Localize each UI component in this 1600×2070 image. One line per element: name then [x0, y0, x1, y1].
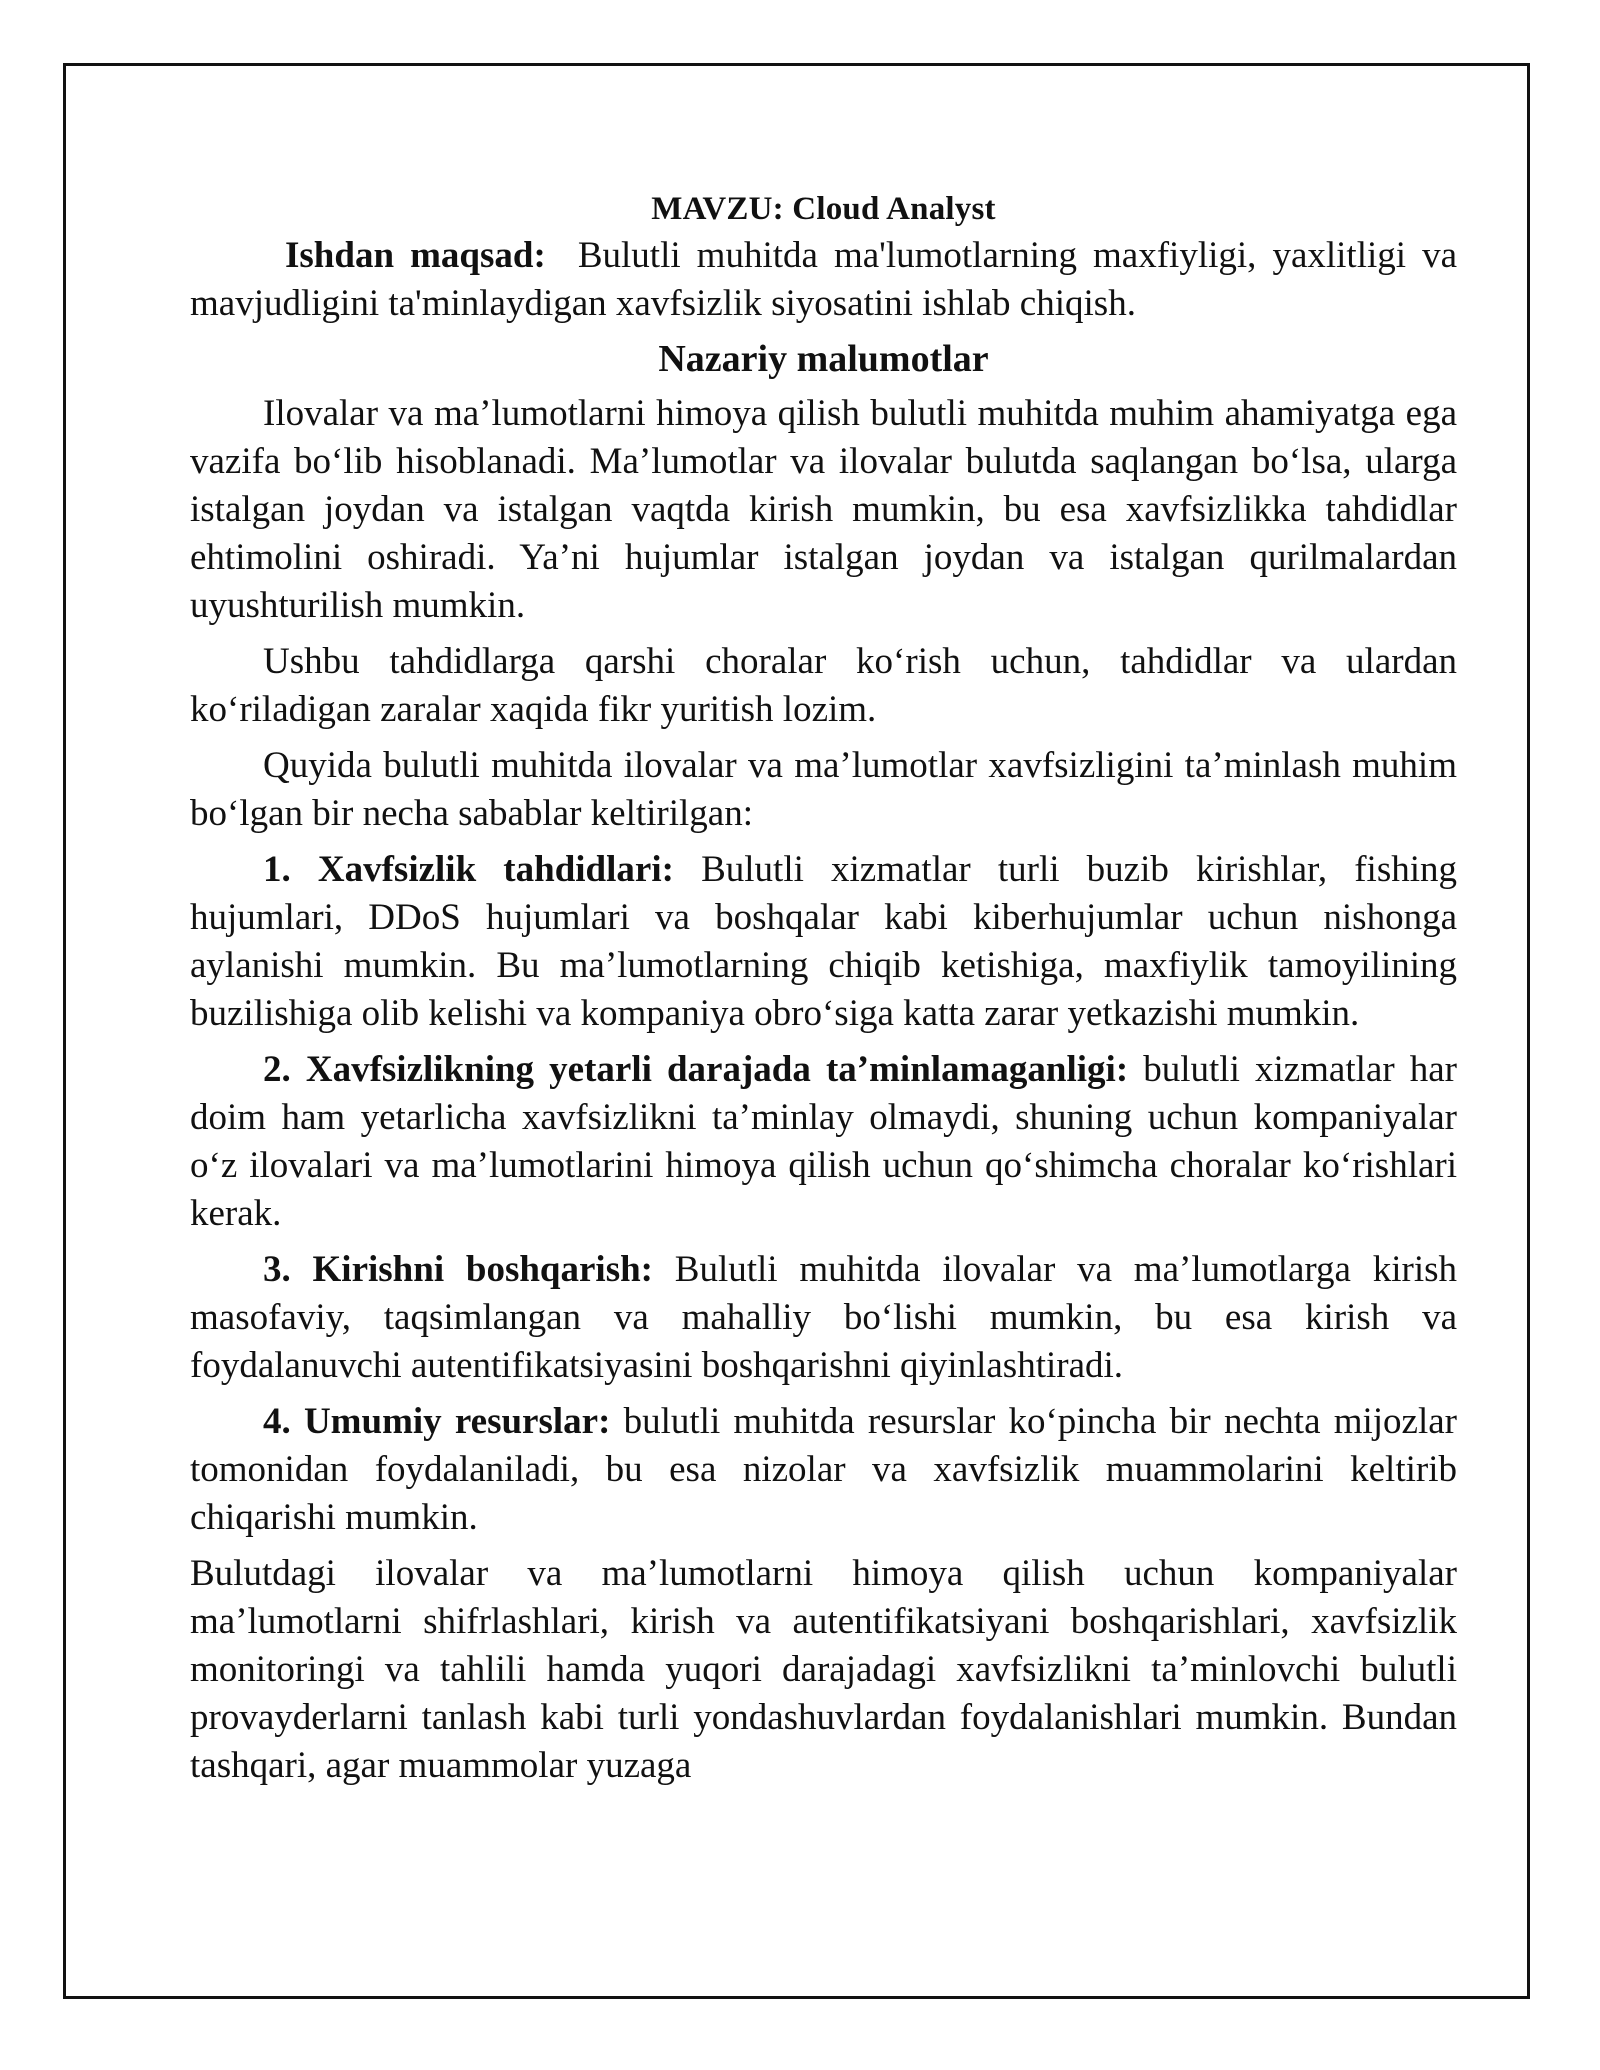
goal-paragraph [190, 232, 1457, 328]
reason-text: bulutli muhitda resurslar ko‘pincha bir nechta mijozlar tomonidan foydalaniladi, bu esa nizolar va xavfsizlik muammolarini keltirib chiqarishi mumkin. [190, 1401, 1457, 1538]
reason-item-3 [190, 1246, 1457, 1390]
document-title: MAVZU: Cloud Analyst [651, 191, 996, 227]
paragraph-2: Ushbu tahdidlarga qarshi choralar ko‘rish uchun, tahdidlar va ulardan ko‘riladigan zaralar xaqida fikr yuritish lozim. [190, 641, 1457, 730]
reason-label: 2. Xavfsizlikning yetarli darajada ta’minlamaganligi: [263, 1049, 1129, 1090]
paragraph-3: Quyida bulutli muhitda ilovalar va ma’lumotlar xavfsizligini ta’minlash muhim bo‘lgan bir necha sabablar keltirilgan: [190, 745, 1457, 834]
reason-text: Bulutli muhitda ilovalar va ma’lumotlarga kirish masofaviy, taqsimlangan va mahalliy bo‘lishi mumkin, bu esa kirish va foydalanuvchi autentifikatsiyasini boshqarishni qiyinlashtiradi. [190, 1249, 1457, 1386]
goal-text: Bulutli muhitda ma'lumotlarning maxfiyligi, yaxlitligi va mavjudligini ta'minlaydigan xavfsizlik siyosatini ishlab chiqish. [190, 235, 1457, 324]
reason-item-1 [190, 846, 1457, 1038]
goal-label: Ishdan maqsad: [285, 235, 546, 276]
paragraph-1: Ilovalar va ma’lumotlarni himoya qilish bulutli muhitda muhim ahamiyatga ega vazifa bo‘lib hisoblanadi. Ma’lumotlar va ilovalar bulutda saqlangan bo‘lsa, ularga istalgan joydan va istalgan vaqtda kirish mumkin, bu esa xavfsizlikka tahdidlar ehtimolini oshiradi. Ya’ni hujumlar istalgan joydan va istalgan qurilmalardan uyushturilish mumkin. [190, 393, 1457, 626]
reason-text: bulutli xizmatlar har doim ham yetarlicha xavfsizlikni ta’minlay olmaydi, shuning uchun kompaniyalar o‘z ilovalari va ma’lumotlarini himoya qilish uchun qo‘shimcha choralar ko‘rishlari kerak. [190, 1049, 1457, 1234]
reason-item-4 [190, 1398, 1457, 1542]
reason-text: Bulutli xizmatlar turli buzib kirishlar, fishing hujumlari, DDoS hujumlari va boshqalar kabi kiberhujumlar uchun nishonga aylanishi mumkin. Bu ma’lumotlarning chiqib ketishiga, maxfiylik tamoyilining buzilishiga olib kelishi va kompaniya obro‘siga katta zarar yetkazishi mumkin. [190, 849, 1457, 1034]
reason-label: 4. Umumiy resurslar: [263, 1401, 611, 1442]
reason-item-2 [190, 1046, 1457, 1238]
closing-paragraph: Bulutdagi ilovalar va ma’lumotlarni himoya qilish uchun kompaniyalar ma’lumotlarni shifrlashlari, kirish va autentifikatsiyani boshqarishlari, xavfsizlik monitoringi va tahlili hamda yuqori darajadagi xavfsizlikni ta’minlovchi bulutli provayderlarni tanlash kabi turli yondashuvlardan foydalanishlari mumkin. Bundan tashqari, agar muammolar yuzaga [190, 1553, 1457, 1786]
section-heading: Nazariy malumotlar [658, 338, 989, 380]
document-body [190, 186, 1457, 1790]
reason-label: 3. Kirishni boshqarish: [263, 1249, 654, 1290]
reason-label: 1. Xavfsizlik tahdidlari: [263, 849, 674, 890]
